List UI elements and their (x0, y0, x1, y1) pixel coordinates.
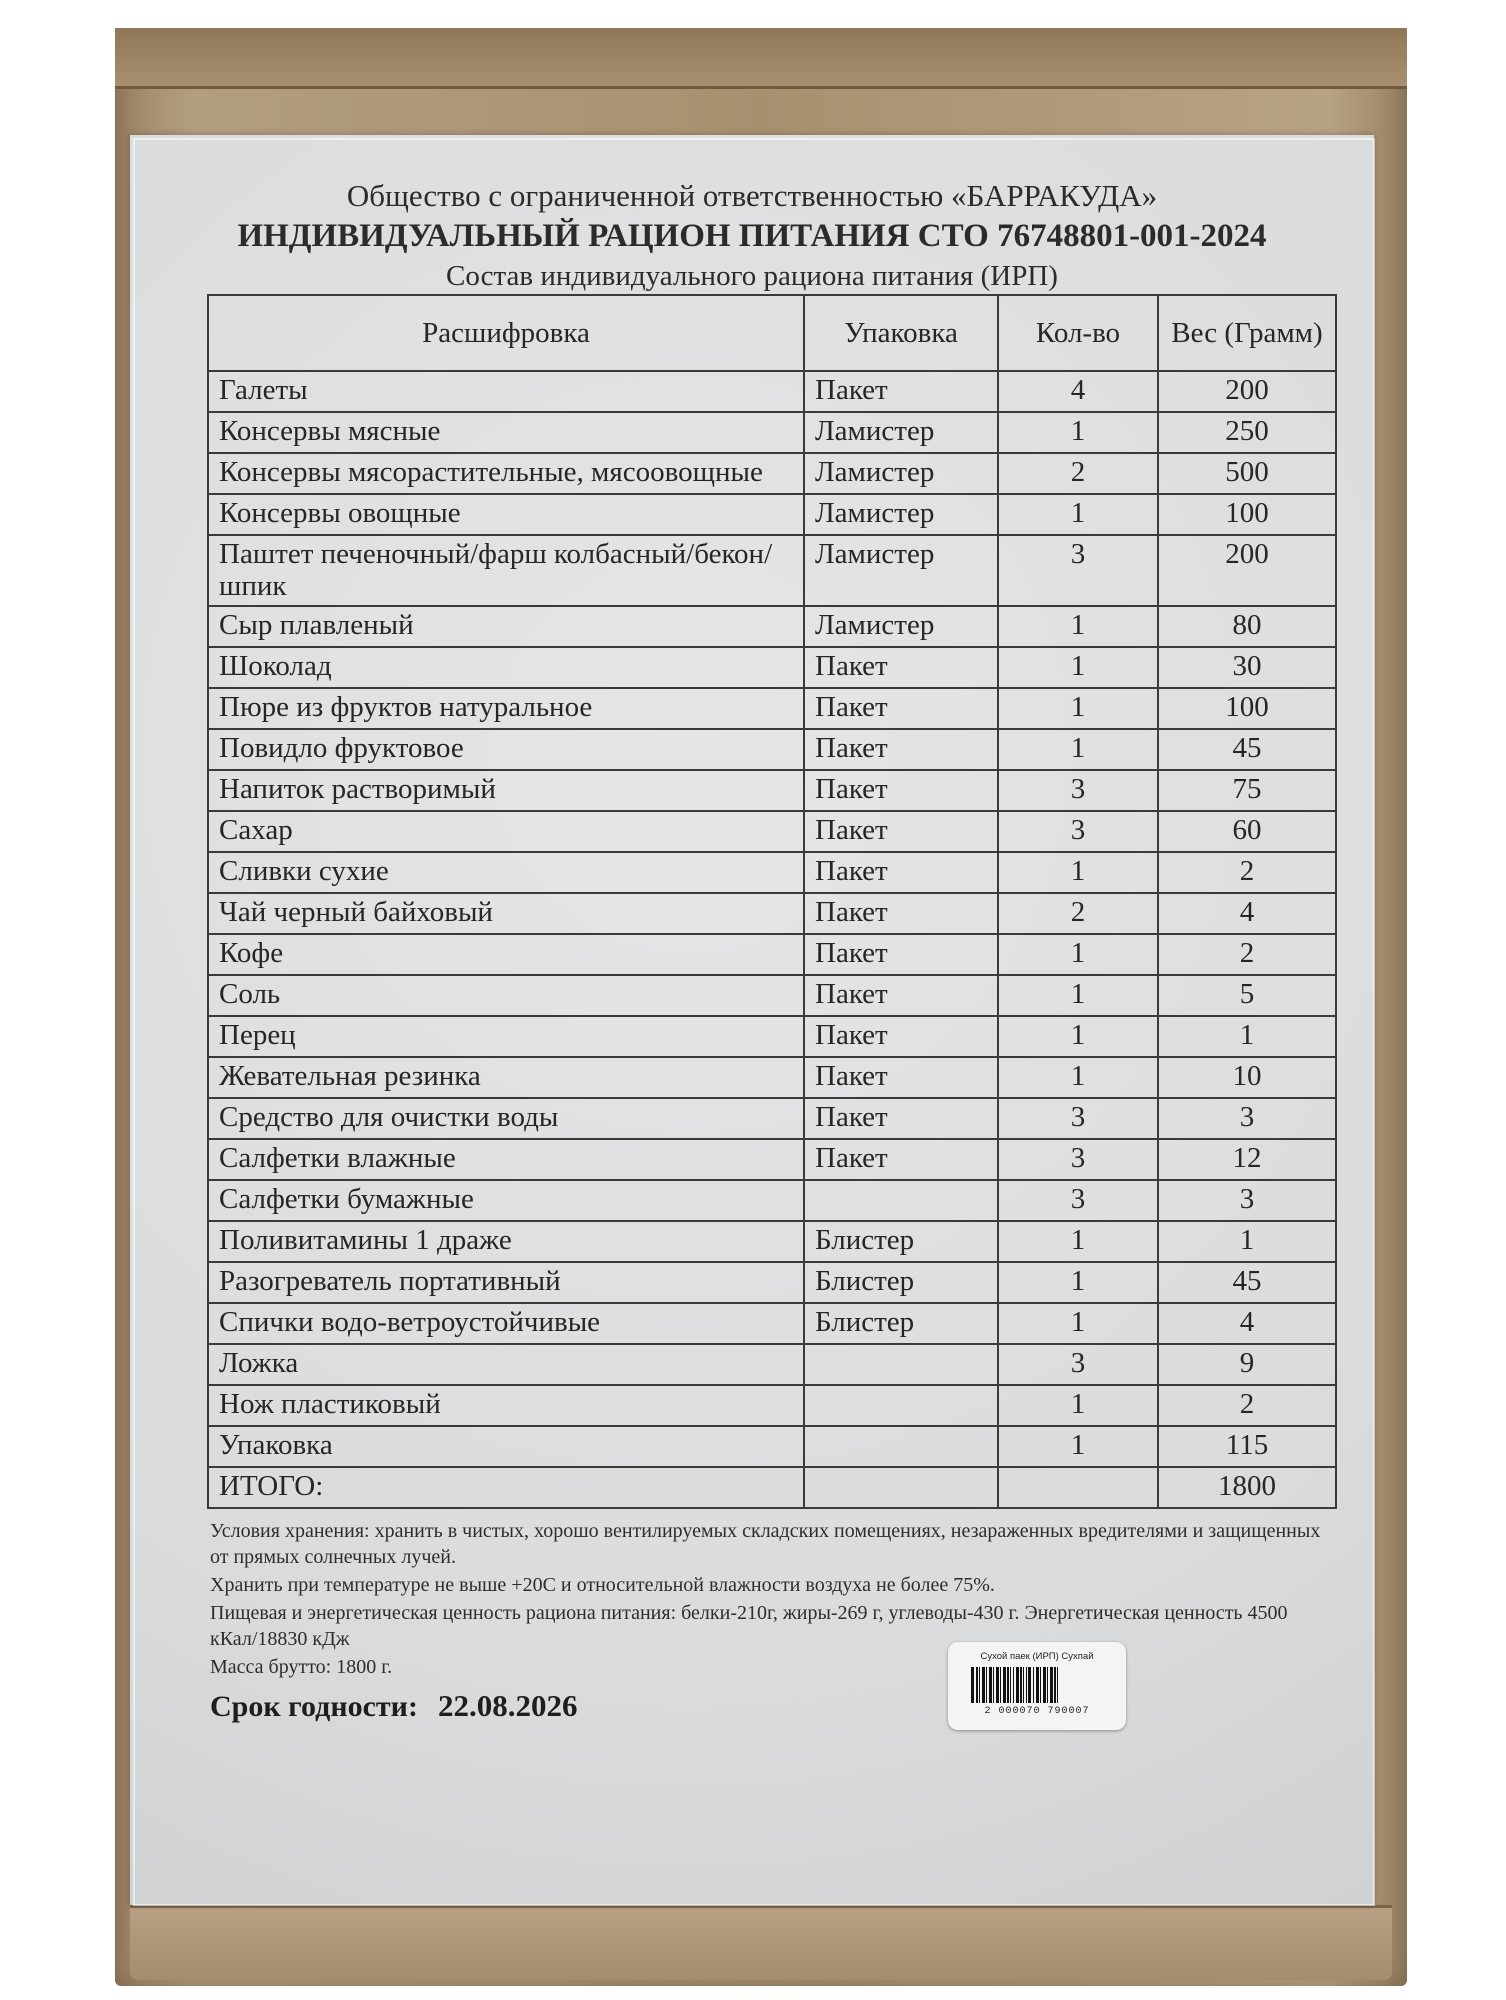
barcode-bar (971, 1667, 974, 1703)
item-quantity: 1 (998, 1426, 1158, 1467)
item-weight: 10 (1158, 1057, 1336, 1098)
item-package: Пакет (804, 1016, 998, 1057)
item-name: Нож пластиковый (208, 1385, 804, 1426)
item-weight: 3 (1158, 1180, 1336, 1221)
barcode-bar (986, 1667, 987, 1703)
item-package: Пакет (804, 1057, 998, 1098)
item-quantity: 3 (998, 535, 1158, 606)
table-row (208, 1057, 1336, 1098)
table-row (208, 893, 1336, 934)
item-name: Чай черный байховый (208, 893, 804, 934)
table-row (208, 494, 1336, 535)
item-package: Пакет (804, 688, 998, 729)
table-body (208, 371, 1336, 1467)
item-quantity: 1 (998, 647, 1158, 688)
item-weight: 115 (1158, 1426, 1336, 1467)
item-weight: 12 (1158, 1139, 1336, 1180)
item-package: Пакет (804, 729, 998, 770)
barcode-bar (1007, 1667, 1009, 1703)
note-storage-conditions: Условия хранения: хранить в чистых, хорошо вентилируемых складских помещениях, незараженных вредителями и защищенных от прямых солнечных лучей. (210, 1520, 1321, 1568)
item-quantity: 1 (998, 975, 1158, 1016)
table-header-row (208, 295, 1336, 371)
item-quantity: 2 (998, 893, 1158, 934)
item-name: Соль (208, 975, 804, 1016)
barcode-bar (1023, 1667, 1024, 1703)
barcode-bar (1016, 1667, 1019, 1703)
barcode-bar (1050, 1667, 1053, 1703)
item-weight: 2 (1158, 934, 1336, 975)
item-weight: 45 (1158, 729, 1336, 770)
table-row (208, 371, 1336, 412)
expiry-date: 22.08.2026 (437, 1688, 578, 1723)
item-package: Пакет (804, 811, 998, 852)
item-weight: 9 (1158, 1344, 1336, 1385)
barcode-bar (993, 1667, 994, 1703)
table-row (208, 1180, 1336, 1221)
item-name: Кофе (208, 934, 804, 975)
item-weight: 1 (1158, 1016, 1336, 1057)
item-weight: 100 (1158, 688, 1336, 729)
item-weight: 4 (1158, 1303, 1336, 1344)
box-bottom-flap (130, 1905, 1392, 1980)
barcode-bar (1026, 1667, 1027, 1703)
item-quantity: 3 (998, 1139, 1158, 1180)
note-gross-weight: Масса брутто: 1800 г. (210, 1656, 393, 1678)
total-row (208, 1467, 1336, 1508)
item-weight: 200 (1158, 535, 1336, 606)
item-name: Сахар (208, 811, 804, 852)
item-name: Паштет печеночный/фарш колбасный/бекон/шпик (208, 535, 804, 606)
table-row (208, 1098, 1336, 1139)
item-package: Блистер (804, 1303, 998, 1344)
item-weight: 100 (1158, 494, 1336, 535)
expiry-label: Срок годности: (210, 1690, 418, 1723)
item-name: Салфетки влажные (208, 1139, 804, 1180)
table-row (208, 852, 1336, 893)
item-quantity: 3 (998, 811, 1158, 852)
barcode-bar (1000, 1667, 1001, 1703)
barcode-bar (989, 1667, 992, 1703)
item-quantity: 3 (998, 1180, 1158, 1221)
column-header-weight: Вес (Грамм) (1158, 295, 1336, 371)
item-name: Перец (208, 1016, 804, 1057)
document-subtitle: Состав индивидуального рациона питания (ИРП) (446, 260, 1058, 292)
item-weight: 2 (1158, 1385, 1336, 1426)
table-row (208, 1344, 1336, 1385)
barcode-bar (1043, 1667, 1046, 1703)
item-package: Ламистер (804, 494, 998, 535)
barcode-bar (1054, 1667, 1056, 1703)
item-weight: 200 (1158, 371, 1336, 412)
item-weight: 500 (1158, 453, 1336, 494)
item-package: Ламистер (804, 412, 998, 453)
table-row (208, 647, 1336, 688)
item-name: Упаковка (208, 1426, 804, 1467)
barcode-bar (1047, 1667, 1048, 1703)
sticker-title: Сухой паек (ИРП) Сухпай (980, 1651, 1094, 1662)
table-row (208, 688, 1336, 729)
barcode-bar (1040, 1667, 1041, 1703)
item-package: Пакет (804, 934, 998, 975)
item-name: Консервы мясорастительные, мясоовощные (208, 453, 804, 494)
item-quantity: 3 (998, 1344, 1158, 1385)
item-quantity: 1 (998, 606, 1158, 647)
item-package (804, 1180, 998, 1221)
item-package: Ламистер (804, 606, 998, 647)
item-name: Повидло фруктовое (208, 729, 804, 770)
total-quantity-cell (998, 1467, 1158, 1508)
table-row (208, 729, 1336, 770)
item-package (804, 1426, 998, 1467)
barcode-bar (976, 1667, 978, 1703)
item-package: Пакет (804, 647, 998, 688)
item-quantity: 1 (998, 1016, 1158, 1057)
item-weight: 75 (1158, 770, 1336, 811)
note-temperature: Хранить при температуре не выше +20С и относительной влажности воздуха не более 75%. (210, 1574, 995, 1596)
item-quantity: 1 (998, 1303, 1158, 1344)
item-package: Пакет (804, 852, 998, 893)
barcode-bar (979, 1667, 980, 1703)
barcode-bar (996, 1667, 999, 1703)
item-quantity: 1 (998, 688, 1158, 729)
item-quantity: 1 (998, 412, 1158, 453)
table-row (208, 535, 1336, 606)
item-quantity: 3 (998, 1098, 1158, 1139)
item-name: Галеты (208, 371, 804, 412)
table-row (208, 1262, 1336, 1303)
barcode-icon (967, 1665, 1107, 1705)
barcode-bar (1010, 1667, 1011, 1703)
total-label: ИТОГО: (208, 1467, 804, 1508)
item-package: Пакет (804, 371, 998, 412)
item-weight: 45 (1158, 1262, 1336, 1303)
barcode-bar (1057, 1667, 1058, 1703)
item-name: Сливки сухие (208, 852, 804, 893)
table-row (208, 1139, 1336, 1180)
table-row (208, 1303, 1336, 1344)
item-name: Разогреватель портативный (208, 1262, 804, 1303)
item-quantity: 1 (998, 852, 1158, 893)
item-quantity: 1 (998, 729, 1158, 770)
item-name: Консервы овощные (208, 494, 804, 535)
item-weight: 4 (1158, 893, 1336, 934)
item-name: Напиток растворимый (208, 770, 804, 811)
item-name: Средство для очистки воды (208, 1098, 804, 1139)
box-top-flap (115, 28, 1407, 89)
barcode-bar (1033, 1667, 1034, 1703)
item-weight: 3 (1158, 1098, 1336, 1139)
item-package: Блистер (804, 1221, 998, 1262)
table-row (208, 1385, 1336, 1426)
table-row (208, 975, 1336, 1016)
column-header-package: Упаковка (804, 295, 998, 371)
table-row (208, 606, 1336, 647)
barcode-sticker (948, 1642, 1126, 1730)
item-package: Пакет (804, 893, 998, 934)
note-nutrition: Пищевая и энергетическая ценность рациона питания: белки-210г, жиры-269 г, углеводы-430 г. Энергетическая ценность 4500 кКал/18830 кДж (210, 1602, 1288, 1650)
item-weight: 250 (1158, 412, 1336, 453)
item-weight: 30 (1158, 647, 1336, 688)
barcode-bar (1036, 1667, 1039, 1703)
item-package: Блистер (804, 1262, 998, 1303)
column-header-quantity: Кол-во (998, 295, 1158, 371)
item-package: Ламистер (804, 535, 998, 606)
item-name: Поливитамины 1 драже (208, 1221, 804, 1262)
table-row (208, 1221, 1336, 1262)
table-row (208, 1426, 1336, 1467)
item-package: Ламистер (804, 453, 998, 494)
item-weight: 1 (1158, 1221, 1336, 1262)
barcode-bar (1020, 1667, 1022, 1703)
barcode-bar (1003, 1667, 1006, 1703)
column-header-name: Расшифровка (208, 295, 804, 371)
item-weight: 2 (1158, 852, 1336, 893)
barcode-bar (1013, 1667, 1014, 1703)
storage-notes (210, 1518, 1340, 1682)
item-package: Пакет (804, 1098, 998, 1139)
item-package: Пакет (804, 1139, 998, 1180)
item-quantity: 2 (998, 453, 1158, 494)
table-row (208, 1016, 1336, 1057)
company-name: Общество с ограниченной ответственностью «БАРРАКУДА» (346, 178, 1158, 213)
item-name: Шоколад (208, 647, 804, 688)
item-name: Салфетки бумажные (208, 1180, 804, 1221)
item-name: Ложка (208, 1344, 804, 1385)
item-name: Пюре из фруктов натуральное (208, 688, 804, 729)
item-package: Пакет (804, 975, 998, 1016)
item-weight: 80 (1158, 606, 1336, 647)
total-package-cell (804, 1467, 998, 1508)
table-row (208, 770, 1336, 811)
total-weight: 1800 (1158, 1467, 1336, 1508)
item-package: Пакет (804, 770, 998, 811)
item-quantity: 1 (998, 934, 1158, 975)
composition-table (207, 294, 1337, 1509)
table-row (208, 453, 1336, 494)
item-quantity: 1 (998, 1057, 1158, 1098)
item-quantity: 4 (998, 371, 1158, 412)
barcode-bar (982, 1667, 985, 1703)
item-quantity: 1 (998, 1262, 1158, 1303)
item-weight: 60 (1158, 811, 1336, 852)
item-quantity: 1 (998, 1221, 1158, 1262)
item-name: Спички водо-ветроустойчивые (208, 1303, 804, 1344)
expiry-block (210, 1688, 577, 1724)
item-name: Сыр плавленый (208, 606, 804, 647)
item-quantity: 1 (998, 1385, 1158, 1426)
table-row (208, 811, 1336, 852)
table-row (208, 412, 1336, 453)
item-quantity: 1 (998, 494, 1158, 535)
item-name: Жевательная резинка (208, 1057, 804, 1098)
table-row (208, 934, 1336, 975)
item-quantity: 3 (998, 770, 1158, 811)
barcode-bar (1028, 1667, 1031, 1703)
document-title: ИНДИВИДУАЛЬНЫЙ РАЦИОН ПИТАНИЯ СТО 76748801-001-2024 (237, 218, 1267, 254)
item-package (804, 1385, 998, 1426)
barcode-number: 2 000070 790007 (984, 1706, 1090, 1717)
item-package (804, 1344, 998, 1385)
item-name: Консервы мясные (208, 412, 804, 453)
item-weight: 5 (1158, 975, 1336, 1016)
